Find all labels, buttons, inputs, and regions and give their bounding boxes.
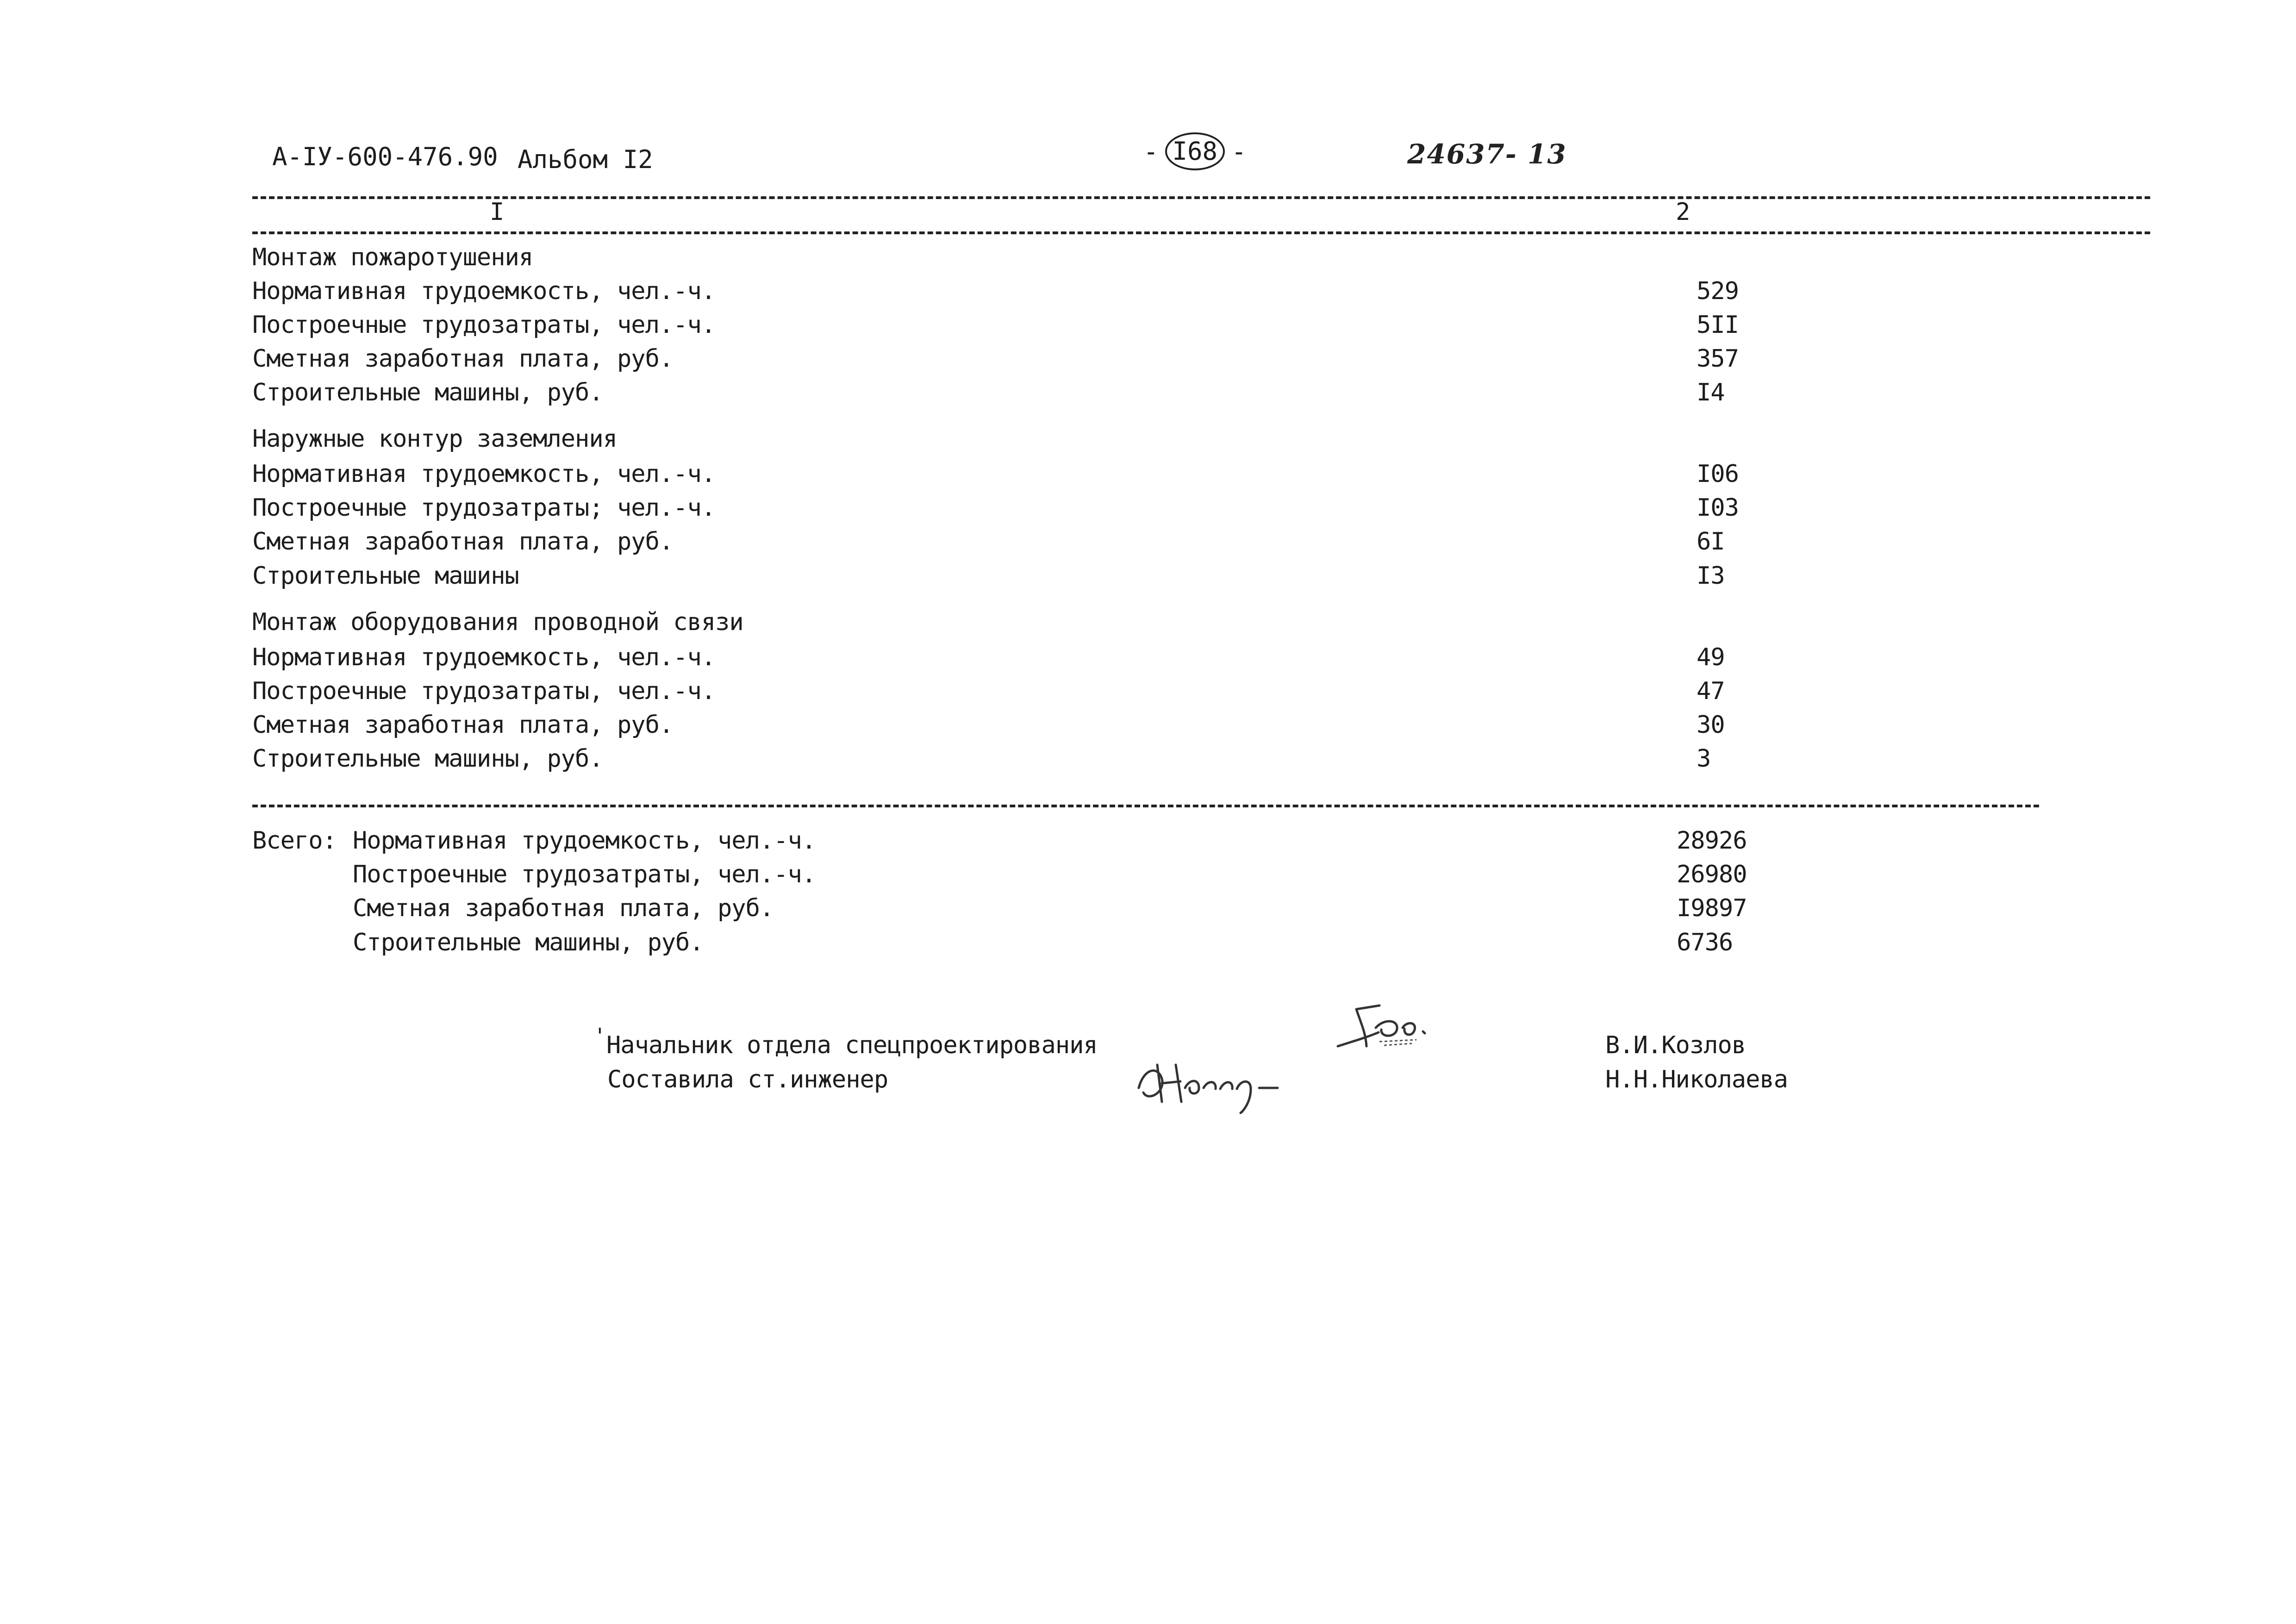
- page-number: I68: [1165, 132, 1225, 170]
- row-value: 30: [1697, 711, 1725, 739]
- page-number-block: [1143, 126, 1247, 177]
- doc-code: А-IУ-600-476.90: [272, 142, 498, 171]
- section-title: Наружные контур заземления: [252, 425, 617, 453]
- row-value: 3: [1697, 745, 1711, 773]
- header-bottom-rule: [252, 231, 2150, 234]
- row-label: Строительные машины, руб.: [252, 745, 603, 773]
- total-row-value: 6736: [1677, 929, 1733, 956]
- total-row-label: Строительные машины, руб.: [353, 929, 704, 956]
- total-row-label: Нормативная трудоемкость, чел.-ч.: [353, 827, 816, 855]
- signature-kozlov: [1324, 995, 1444, 1060]
- row-label: Сметная заработная плата, руб.: [252, 345, 674, 373]
- row-value: 47: [1697, 677, 1725, 705]
- archive-number: 24637- 13: [1407, 138, 1567, 170]
- signature-tick: ': [593, 1024, 606, 1049]
- row-label: Строительные машины, руб.: [252, 379, 603, 406]
- total-row-value: 28926: [1677, 827, 1747, 855]
- header-top-rule: [252, 196, 2150, 199]
- row-value: 49: [1697, 643, 1725, 671]
- signatory-position: Начальник отдела спецпроектирования: [606, 1031, 1098, 1059]
- total-row-label: Построечные трудозатраты, чел.-ч.: [353, 861, 816, 888]
- signature-nikolaeva: [1129, 1051, 1305, 1116]
- total-row-label: Сметная заработная плата, руб.: [353, 894, 774, 922]
- row-value: 357: [1697, 345, 1739, 373]
- page-number-dash-right: -: [1231, 137, 1247, 166]
- column-header-1: I: [490, 198, 504, 226]
- totals-prefix: Всего:: [252, 827, 337, 855]
- totals-rule: [252, 805, 2039, 807]
- signatory-position: Составила ст.инженер: [607, 1066, 888, 1093]
- row-value: 6I: [1697, 528, 1725, 556]
- total-row-value: 26980: [1677, 861, 1747, 888]
- album-label: Альбом I2: [518, 145, 653, 174]
- row-label: Сметная заработная плата, руб.: [252, 711, 674, 739]
- row-label: Построечные трудозатраты, чел.-ч.: [252, 311, 716, 339]
- row-value: I06: [1697, 460, 1739, 488]
- row-value: I03: [1697, 494, 1739, 522]
- total-row-value: I9897: [1677, 894, 1747, 922]
- column-header-2: 2: [1676, 198, 1690, 226]
- row-label: Строительные машины: [252, 562, 519, 590]
- row-label: Построечные трудозатраты; чел.-ч.: [252, 494, 716, 522]
- page-number-dash-left: -: [1143, 137, 1159, 166]
- section-title: Монтаж пожаротушения: [252, 244, 533, 271]
- row-label: Построечные трудозатраты, чел.-ч.: [252, 677, 716, 705]
- signatory-name: Н.Н.Николаева: [1605, 1066, 1788, 1093]
- row-label: Нормативная трудоемкость, чел.-ч.: [252, 277, 716, 305]
- row-value: I4: [1697, 379, 1725, 406]
- row-label: Нормативная трудоемкость, чел.-ч.: [252, 643, 716, 671]
- row-value: I3: [1697, 562, 1725, 590]
- row-value: 529: [1697, 277, 1739, 305]
- row-label: Нормативная трудоемкость, чел.-ч.: [252, 460, 716, 488]
- row-label: Сметная заработная плата, руб.: [252, 528, 674, 556]
- signatory-name: В.И.Козлов: [1605, 1031, 1746, 1059]
- row-value: 5II: [1697, 311, 1739, 339]
- section-title: Монтаж оборудования проводной связи: [252, 608, 743, 636]
